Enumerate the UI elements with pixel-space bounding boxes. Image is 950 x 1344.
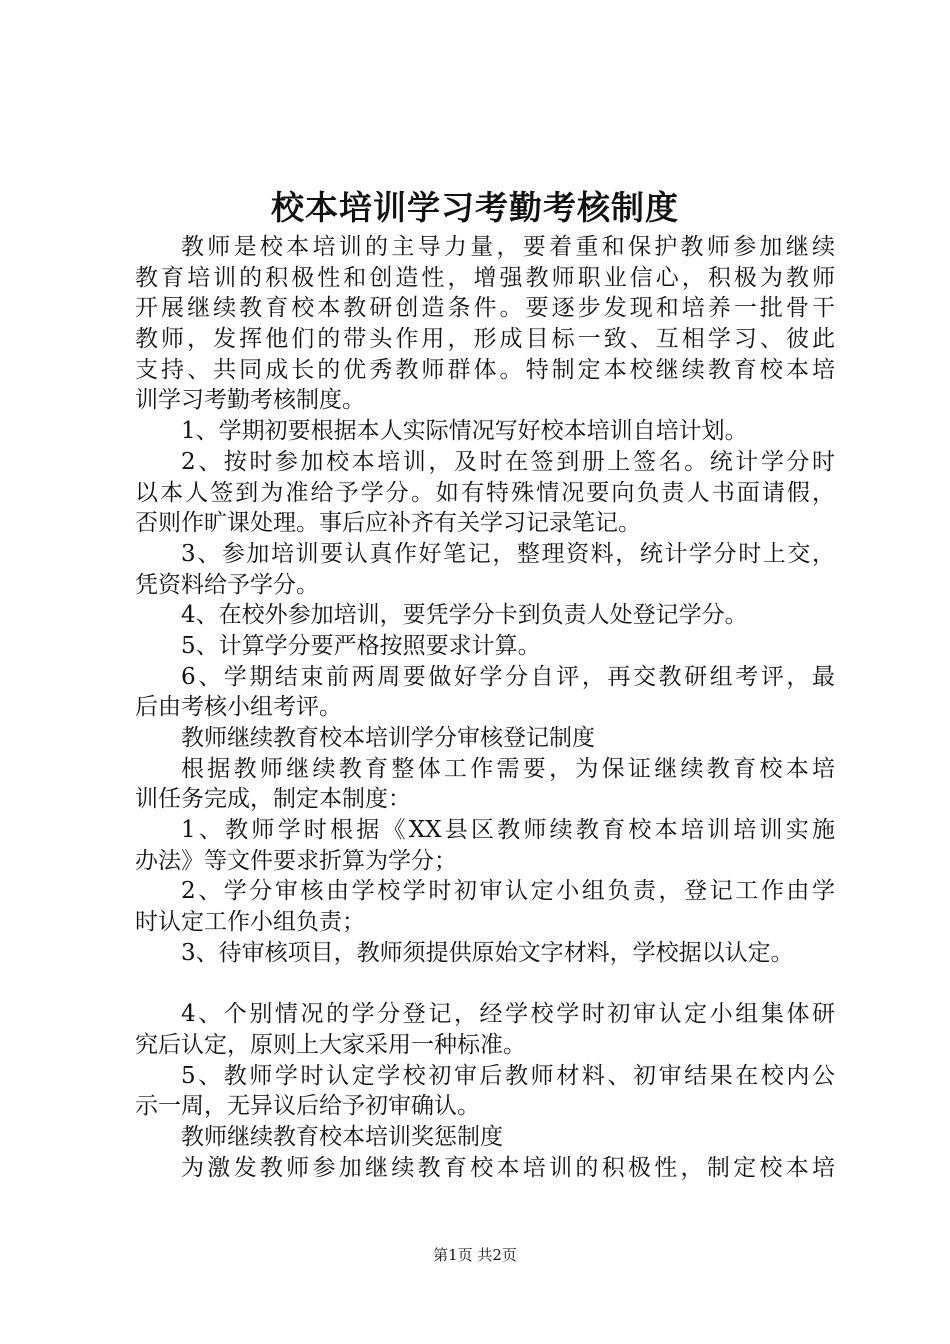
text-line: 时认定工作小组负责；: [135, 909, 365, 936]
text-line: 4、个别情况的学分登记，经学校学时初审认定小组集体研: [181, 1001, 835, 1028]
text-line: 6、学期结束前两周要做好学分自评，再交教研组考评，最: [181, 663, 835, 690]
text-line: 3、待审核项目，教师须提供原始文字材料，学校据以认定。: [181, 939, 794, 966]
text-line: 4、在校外参加培训，要凭学分卡到负责人处登记学分。: [181, 602, 748, 629]
page-footer: 第1页 共2页: [433, 1246, 517, 1264]
text-line: 为激发教师参加继续教育校本培训的积极性，制定校本培: [181, 1154, 835, 1181]
text-line: 办法》等文件要求折算为学分；: [135, 847, 457, 874]
text-line: 教师继续教育校本培训学分审核登记制度: [181, 725, 595, 751]
text-line: 训任务完成，制定本制度：: [135, 786, 411, 813]
text-line: 后由考核小组考评。: [135, 694, 342, 721]
document-text: [135, 232, 835, 1183]
text-line: 5、计算学分要严格按照要求计算。: [181, 632, 541, 659]
text-line: 示一周，无异议后给予初审确认。: [135, 1093, 480, 1120]
text-line: 1、教师学时根据《XX县区教师续教育校本培训培训实施: [181, 817, 835, 844]
text-line: 根据教师继续教育整体工作需要，为保证继续教育校本培: [181, 755, 835, 782]
text-line: 3、参加培训要认真作好笔记，整理资料，统计学分时上交，: [181, 540, 835, 567]
text-line: 5、教师学时认定学校初审后教师材料、初审结果在校内公: [181, 1062, 835, 1089]
text-line: 究后认定，原则上大家采用一种标准。: [135, 1031, 526, 1058]
text-line: 支持、共同成长的优秀教师群体。特制定本校继续教育校本培: [135, 356, 835, 383]
text-line: 教育培训的积极性和创造性，增强教师职业信心，积极为教师: [135, 264, 835, 291]
text-line: 否则作旷课处理。事后应补齐有关学习记录笔记。: [135, 510, 641, 537]
text-line: 1、学期初要根据本人实际情况写好校本培训自培计划。: [181, 418, 748, 445]
text-line: 开展继续教育校本教研创造条件。要逐步发现和培养一批骨干: [135, 295, 835, 322]
text-line: 训学习考勤考核制度。: [135, 387, 365, 414]
text-line: 教师，发挥他们的带头作用，形成目标一致、互相学习、彼此: [135, 326, 835, 353]
text-line: 以本人签到为准给予学分。如有特殊情况要向负责人书面请假，: [135, 479, 835, 506]
text-line: 凭资料给予学分。: [135, 571, 319, 598]
document-body: [135, 232, 835, 1183]
text-line: [135, 969, 835, 1000]
document-title: 校本培训学习考勤考核制度: [271, 188, 679, 227]
text-line: 2、按时参加校本培训，及时在签到册上签名。统计学分时: [181, 448, 835, 475]
text-line: 教师是校本培训的主导力量，要着重和保护教师参加继续: [181, 234, 835, 260]
text-line: 教师继续教育校本培训奖惩制度: [181, 1123, 503, 1150]
text-line: 2、学分审核由学校学时初审认定小组负责，登记工作由学: [181, 878, 835, 905]
